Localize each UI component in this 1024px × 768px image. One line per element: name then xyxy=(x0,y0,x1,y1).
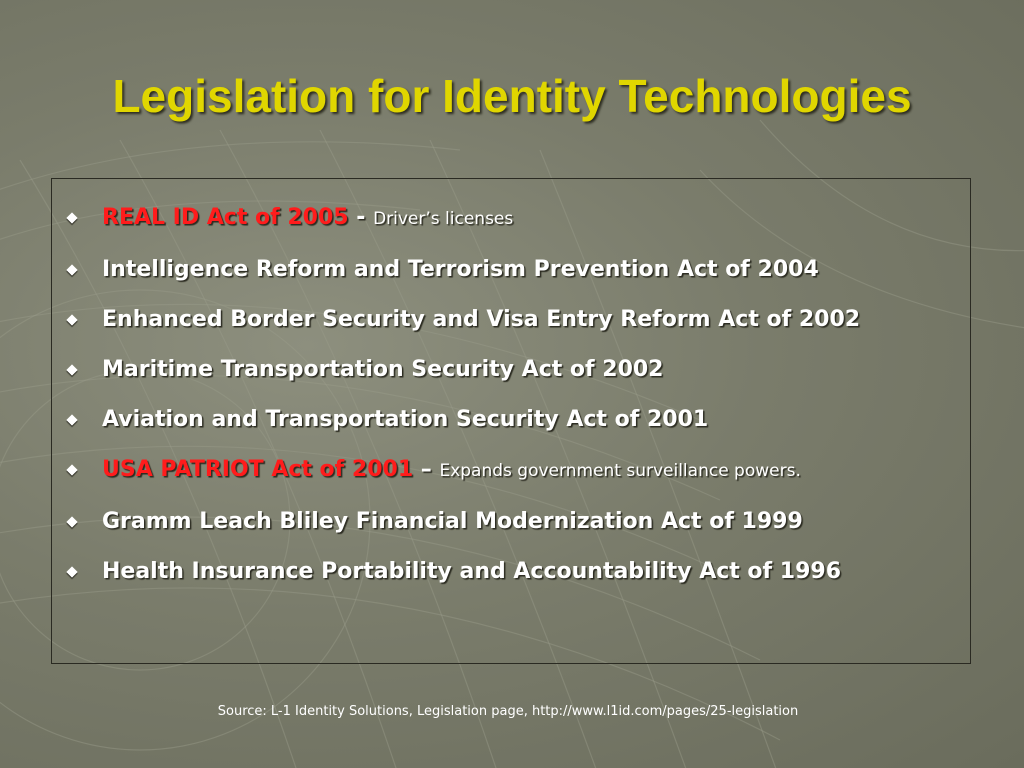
list-item-maritime xyxy=(62,356,962,383)
diamond-bullet-icon xyxy=(66,516,77,527)
list-item-hipaa xyxy=(62,558,962,585)
diamond-bullet-icon xyxy=(66,264,77,275)
diamond-bullet-icon xyxy=(66,212,77,223)
content-box xyxy=(51,178,971,664)
list-item-patriot-act xyxy=(62,456,962,485)
list-item-gramm-leach-bliley xyxy=(62,508,962,535)
list-item-aviation xyxy=(62,406,962,433)
note-text: Driver’s licenses xyxy=(373,209,514,229)
source-citation: Source: L-1 Identity Solutions, Legislation page, http://www.l1id.com/pages/25-legislation xyxy=(217,704,799,719)
list-item-intelligence-reform xyxy=(62,256,962,283)
diamond-bullet-icon xyxy=(66,464,77,475)
diamond-bullet-icon xyxy=(66,566,77,577)
separator: - xyxy=(348,205,374,230)
highlight-text: REAL ID Act of 2005 xyxy=(102,205,349,230)
note-text: Expands government surveillance powers. xyxy=(439,461,801,481)
diamond-bullet-icon xyxy=(66,414,77,425)
list-item-text: Maritime Transportation Security Act of 2002 xyxy=(102,357,664,382)
legislation-list xyxy=(62,204,962,608)
list-item-text: Intelligence Reform and Terrorism Prevention Act of 2004 xyxy=(102,257,819,282)
diamond-bullet-icon xyxy=(66,364,77,375)
list-item-text: Enhanced Border Security and Visa Entry Reform Act of 2002 xyxy=(102,307,861,332)
highlight-text: USA PATRIOT Act of 2001 xyxy=(102,457,414,482)
diamond-bullet-icon xyxy=(66,314,77,325)
list-item-border-security xyxy=(62,306,962,333)
slide-title: Legislation for Identity Technologies xyxy=(112,70,912,122)
separator: – xyxy=(413,457,440,482)
list-item-text: Health Insurance Portability and Accountability Act of 1996 xyxy=(102,559,842,584)
list-item-text: Gramm Leach Bliley Financial Modernization Act of 1999 xyxy=(102,509,803,534)
list-item-real-id xyxy=(62,204,962,233)
list-item-text: Aviation and Transportation Security Act of 2001 xyxy=(102,407,709,432)
